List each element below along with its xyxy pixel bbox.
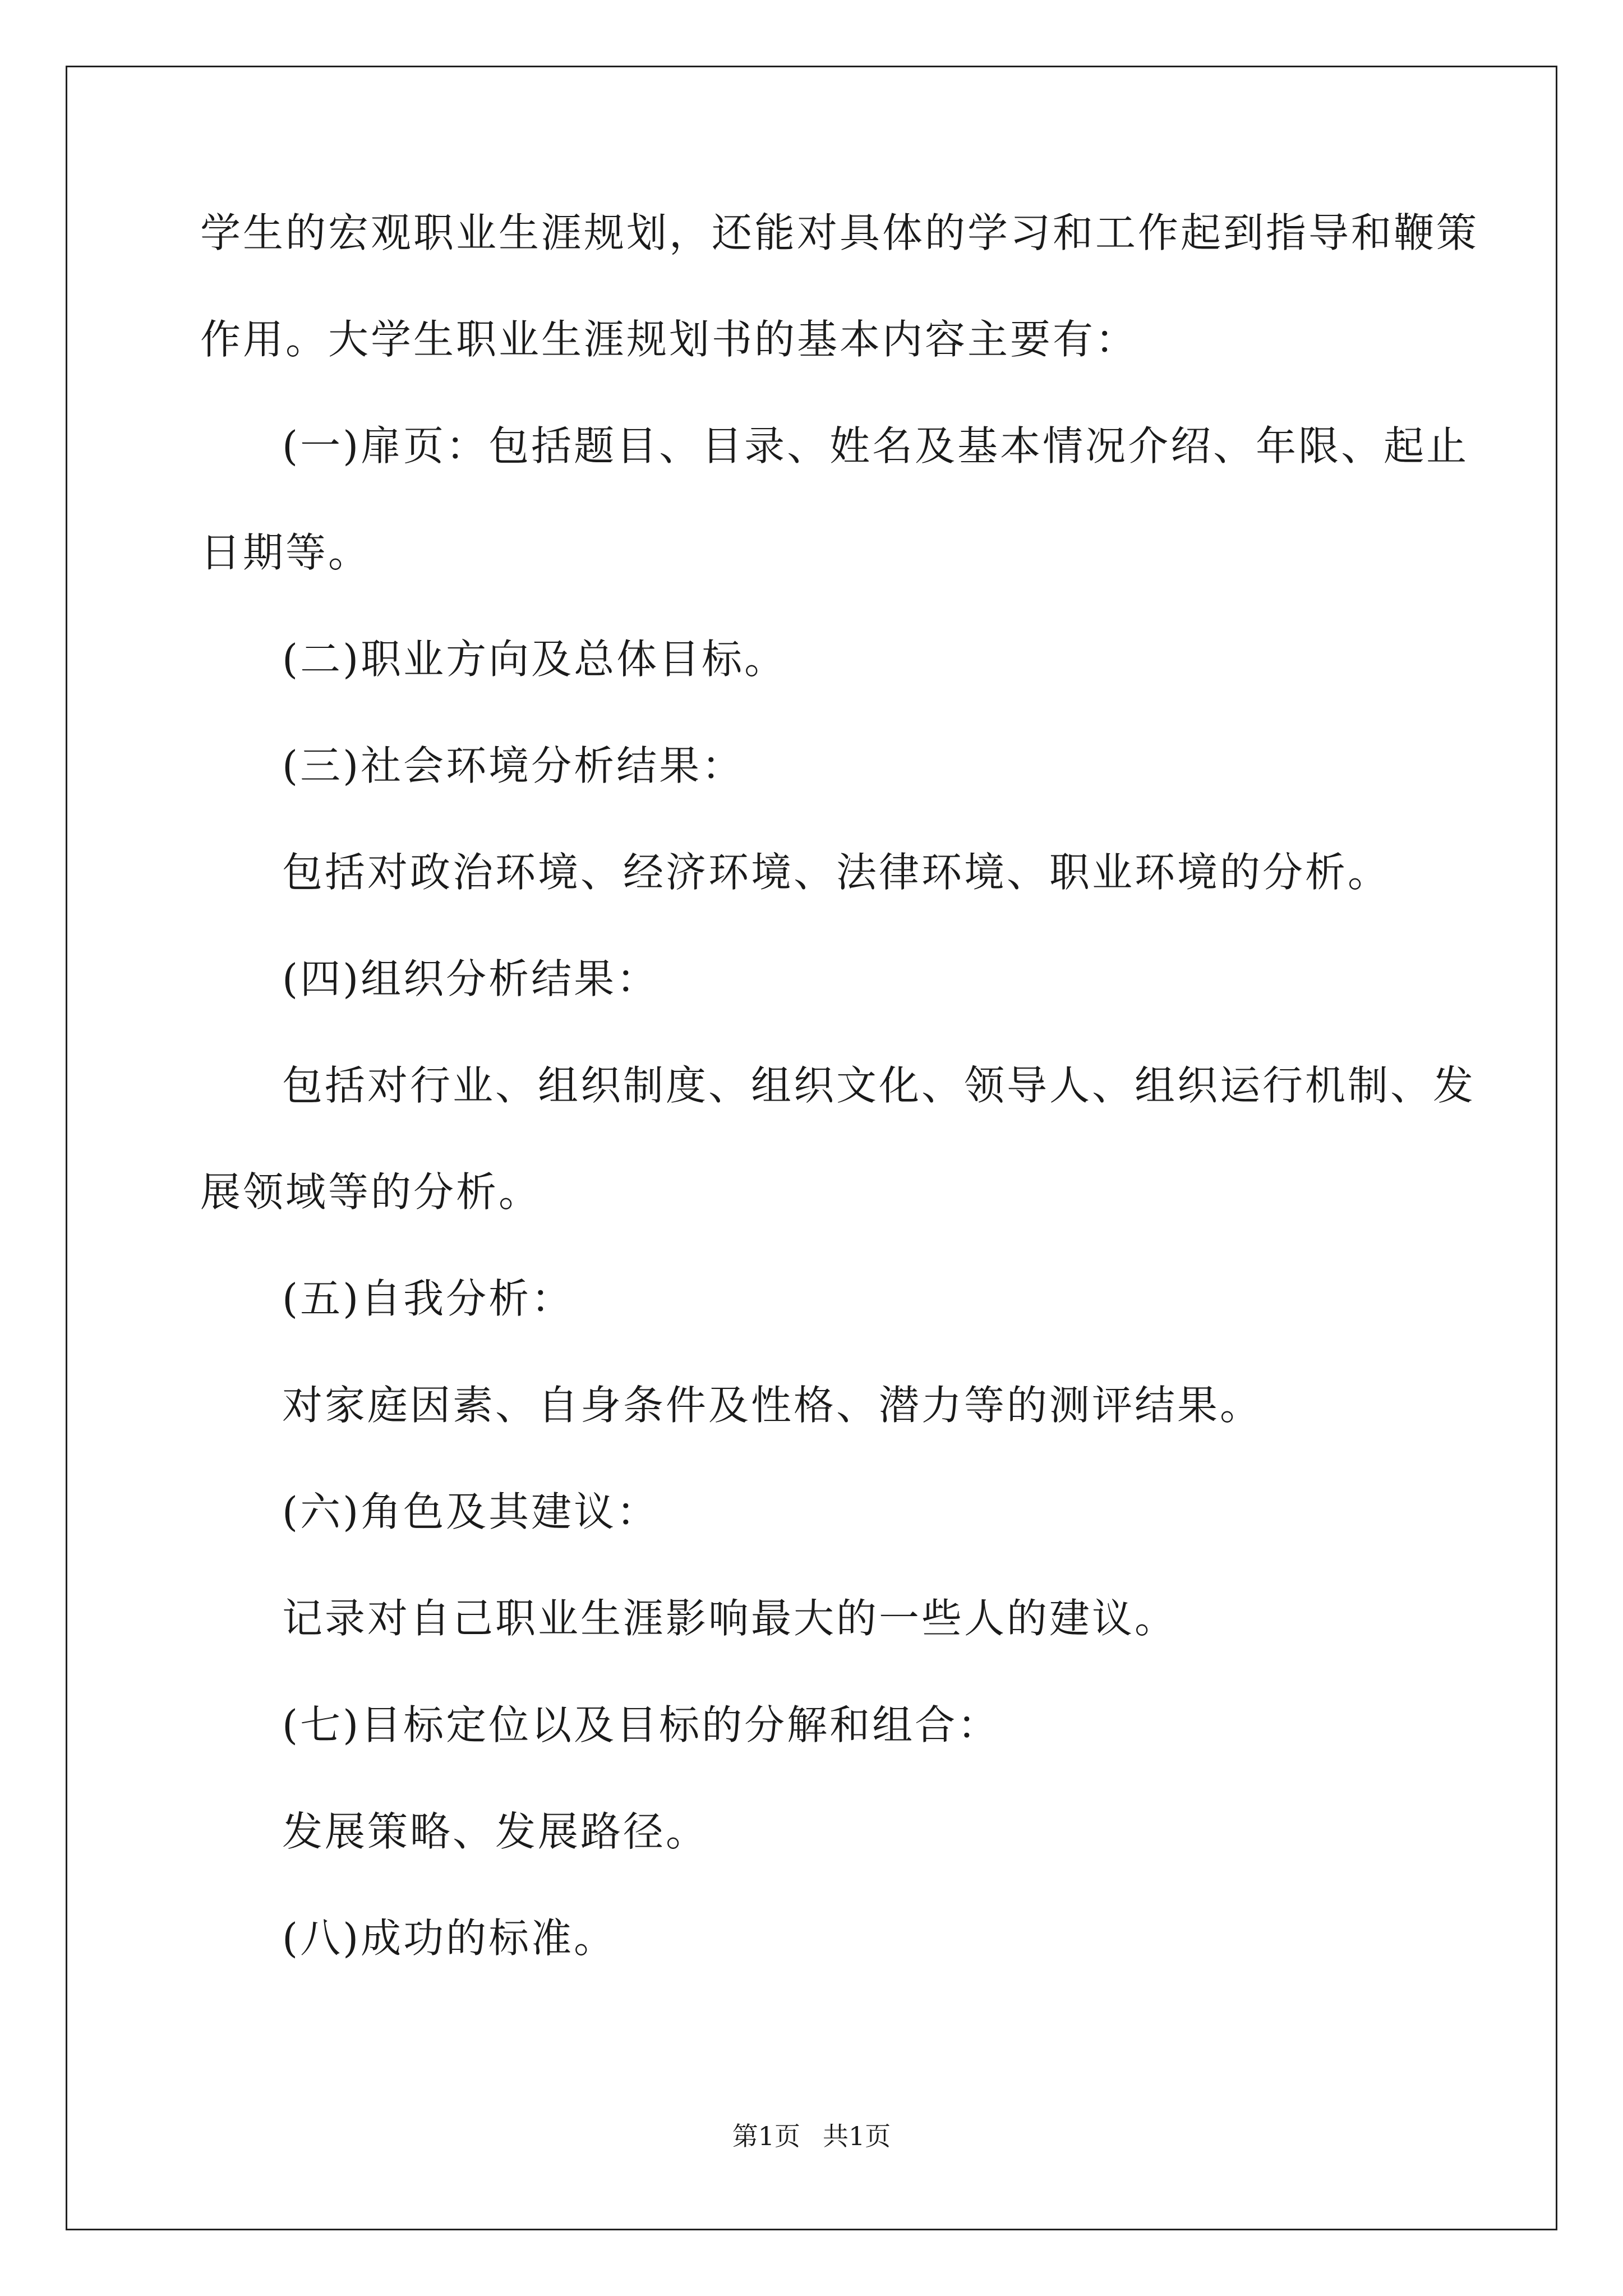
section-heading-7: (七)目标定位以及目标的分解和组合： (282, 1701, 1000, 1749)
paragraph-line: 包括对政治环境、经济环境、法律环境、职业环境的分析。 (282, 849, 1391, 896)
paragraph-line: 记录对自己职业生涯影响最大的一些人的建议。 (282, 1595, 1178, 1642)
page-total: 共1页 (823, 2121, 891, 2151)
section-heading-5: (五)自我分析： (282, 1275, 574, 1322)
section-heading-2: (二)职业方向及总体目标。 (282, 636, 787, 683)
section-heading-4: (四)组织分析结果： (282, 955, 660, 1002)
page-border (66, 66, 1557, 2230)
paragraph-line: 发展策略、发展路径。 (282, 1808, 709, 1855)
paragraph-line: 学生的宏观职业生涯规划，还能对具体的学习和工作起到指导和鞭策 (200, 209, 1479, 256)
page-footer (0, 2119, 1623, 2153)
section-heading-3: (三)社会环境分析结果： (282, 742, 745, 789)
paragraph-line: 作用。大学生职业生涯规划书的基本内容主要有： (200, 316, 1138, 363)
paragraph-line: 包括对行业、组织制度、组织文化、领导人、组织运行机制、发 (282, 1062, 1476, 1109)
paragraph-line: 展领域等的分析。 (200, 1168, 542, 1216)
paragraph-line: 对家庭因素、自身条件及性格、潜力等的测评结果。 (282, 1382, 1263, 1429)
section-heading-8: (八)成功的标准。 (282, 1915, 617, 1962)
section-heading-1: (一)扉页：包括题目、目录、姓名及基本情况介绍、年限、起止 (282, 422, 1469, 470)
page-number: 第1页 (732, 2121, 800, 2151)
paragraph-line: 日期等。 (200, 529, 371, 576)
section-heading-6: (六)角色及其建议： (282, 1488, 660, 1535)
